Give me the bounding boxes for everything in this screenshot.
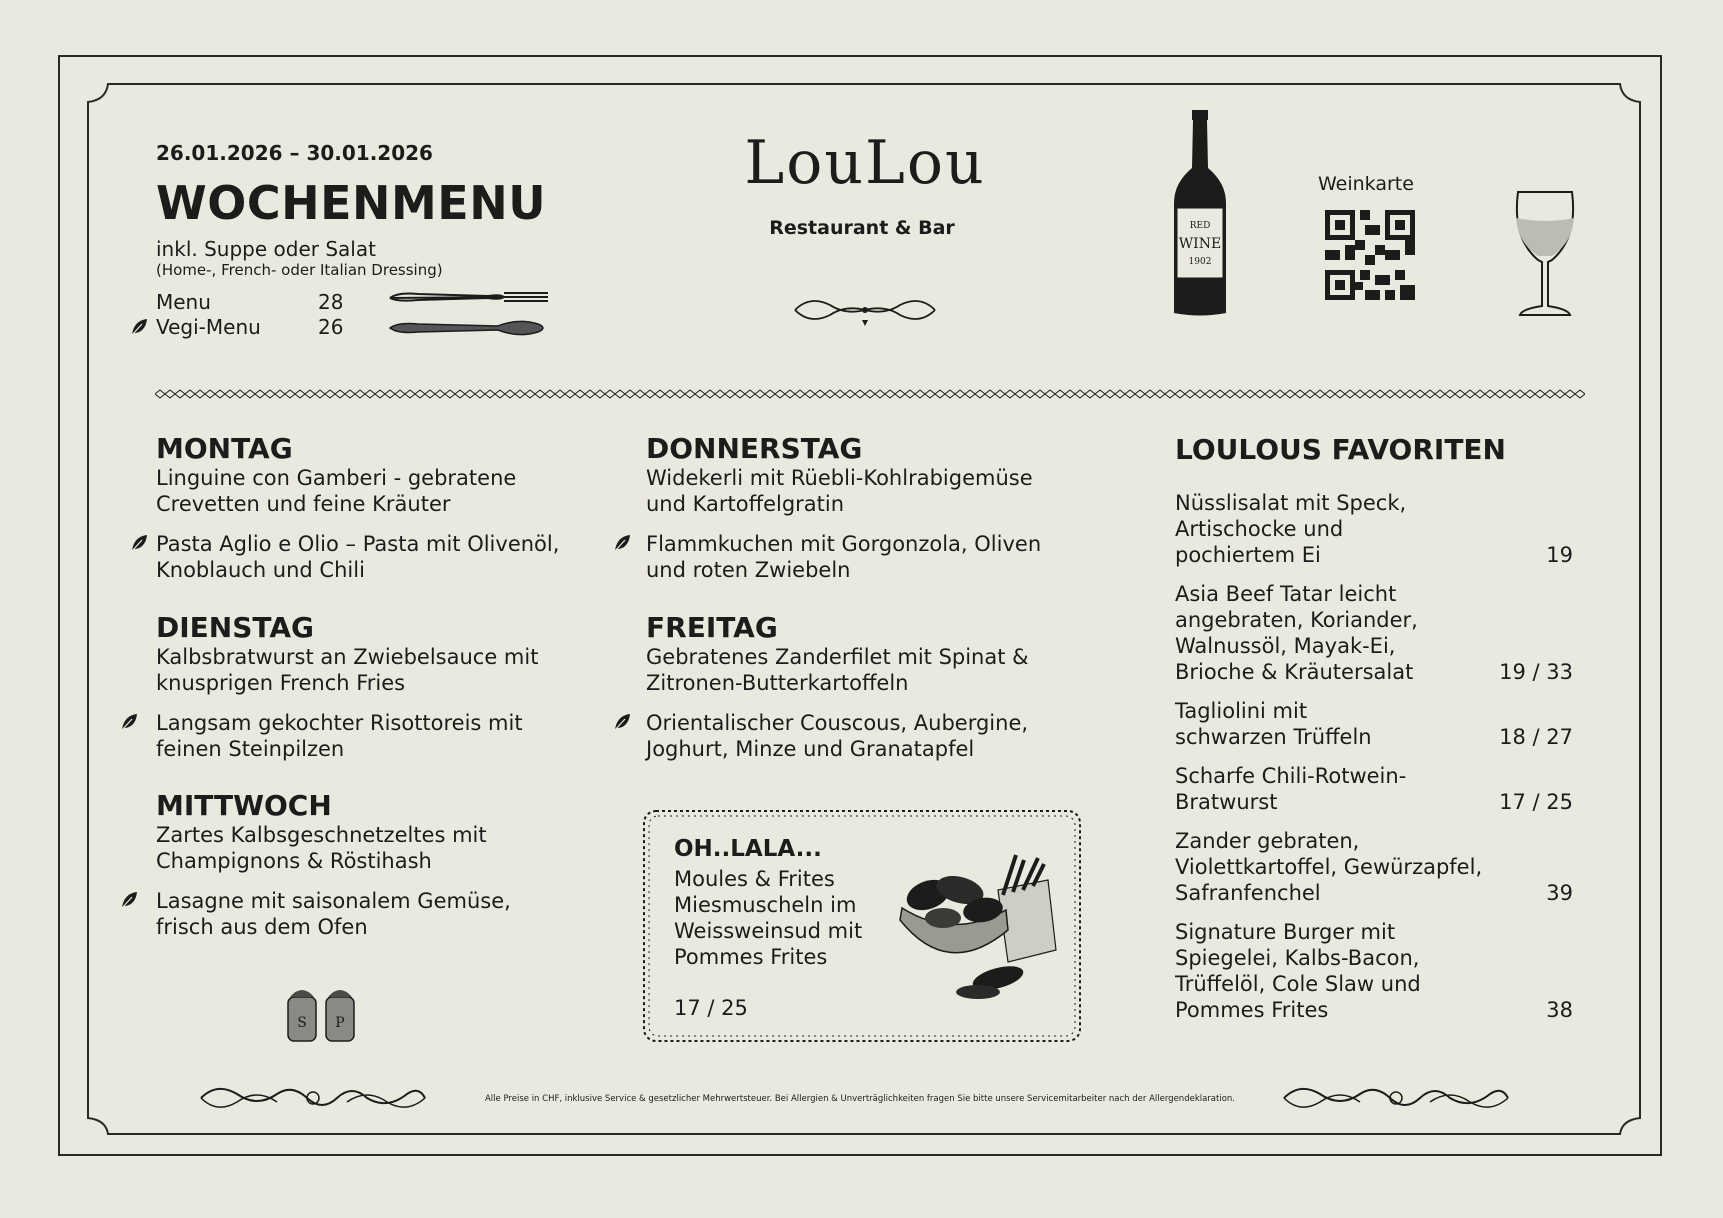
special-line: Moules & Frites xyxy=(674,867,835,891)
favorite-item xyxy=(1175,581,1573,685)
favorite-line: Nüsslisalat mit Speck, xyxy=(1175,491,1407,515)
dish-line: Langsam gekochter Risottoreis mit xyxy=(156,711,523,735)
favorite-line: schwarzen Trüffeln xyxy=(1175,725,1372,749)
favorite-price: 19 / 33 xyxy=(1499,660,1573,684)
day-title-mittwoch: MITTWOCH xyxy=(156,789,332,822)
dish-donnerstag-2 xyxy=(646,531,1041,583)
vegi-menu-price: 26 xyxy=(318,315,344,339)
favorite-line: Trüffelöl, Cole Slaw und xyxy=(1175,972,1421,996)
dish-line: knusprigen French Fries xyxy=(156,671,406,695)
dish-line: und roten Zwiebeln xyxy=(646,558,851,582)
dish-line: Champignons & Röstihash xyxy=(156,849,432,873)
favorite-line: Safranfenchel xyxy=(1175,881,1321,905)
special-line: Pommes Frites xyxy=(674,945,828,969)
favorite-line: Brioche & Kräutersalat xyxy=(1175,660,1414,684)
wine-bottle-icon xyxy=(1172,108,1228,318)
favorite-price: 18 / 27 xyxy=(1499,725,1573,749)
bottle-label-line-3: 1902 xyxy=(1188,257,1212,267)
menu-price: 28 xyxy=(318,290,344,314)
favorite-line: Artischocke und xyxy=(1175,517,1344,541)
dish-line: frisch aus dem Ofen xyxy=(156,915,368,939)
favorite-line: Tagliolini mit xyxy=(1175,699,1308,723)
favorite-line: Scharfe Chili-Rotwein- xyxy=(1175,764,1407,788)
dish-line: Lasagne mit saisonalem Gemüse, xyxy=(156,889,511,913)
special-description xyxy=(674,866,862,970)
menu-label: Menu xyxy=(156,290,211,314)
qr-code-icon[interactable] xyxy=(1325,210,1415,300)
favorite-line: Violettkartoffel, Gewürzapfel, xyxy=(1175,855,1483,879)
favorite-line: pochiertem Ei xyxy=(1175,543,1321,567)
vegetarian-leaf-icon xyxy=(120,891,138,909)
dish-line: Orientalischer Couscous, Aubergine, xyxy=(646,711,1029,735)
dish-line: Widekerli mit Rüebli-Kohlrabigemüse xyxy=(646,466,1033,490)
dish-dienstag-1 xyxy=(156,644,538,696)
favorite-line: Signature Burger mit xyxy=(1175,920,1396,944)
favorite-line: Walnussöl, Mayak-Ei, xyxy=(1175,634,1396,658)
favorite-line: Zander gebraten, xyxy=(1175,829,1360,853)
dish-mittwoch-2 xyxy=(156,888,511,940)
favorite-line: Spiegelei, Kalbs-Bacon, xyxy=(1175,946,1420,970)
dish-donnerstag-1 xyxy=(646,465,1033,517)
bottle-label-line-1: RED xyxy=(1189,221,1211,231)
favorite-item xyxy=(1175,828,1573,906)
day-title-freitag: FREITAG xyxy=(646,611,778,644)
dish-montag-2 xyxy=(156,531,559,583)
favorite-item xyxy=(1175,919,1573,1023)
day-title-dienstag: DIENSTAG xyxy=(156,611,314,644)
favorite-line: Pommes Frites xyxy=(1175,998,1329,1022)
page-title: WOCHENMENU xyxy=(156,176,547,230)
salt-label: S xyxy=(297,1015,307,1031)
dish-line: Zitronen-Butterkartoffeln xyxy=(646,671,909,695)
vegetarian-leaf-icon xyxy=(130,534,148,552)
dish-line: feinen Steinpilzen xyxy=(156,737,345,761)
dish-line: Crevetten und feine Kräuter xyxy=(156,492,451,516)
footer-ornament-left-icon xyxy=(197,1080,429,1116)
day-title-montag: MONTAG xyxy=(156,432,293,465)
dish-line: Linguine con Gamberi - gebratene xyxy=(156,466,517,490)
section-divider xyxy=(155,388,1585,400)
logo-name: LouLou xyxy=(744,128,986,198)
wine-list-label: Weinkarte xyxy=(1318,173,1414,195)
fork-and-spoon-icon xyxy=(388,288,548,344)
footer-ornament-right-icon xyxy=(1280,1080,1512,1116)
footer-note: Alle Preise in CHF, inklusive Service & gesetzlicher Mehrwertsteuer. Bei Allergien & Unverträglichkeiten fragen Sie bitte unsere Servicemitarbeiter nach der Allergendeklaration. xyxy=(484,1094,1235,1104)
favorite-price: 17 / 25 xyxy=(1499,790,1573,814)
favorite-line: Bratwurst xyxy=(1175,790,1278,814)
dish-line: Gebratenes Zanderfilet mit Spinat & xyxy=(646,645,1029,669)
mussels-and-fries-icon xyxy=(898,850,1058,1000)
dish-line: Knoblauch und Chili xyxy=(156,558,365,582)
dish-freitag-2 xyxy=(646,710,1028,762)
favorite-item xyxy=(1175,698,1573,750)
dish-line: Zartes Kalbsgeschnetzeltes mit xyxy=(156,823,487,847)
day-title-donnerstag: DONNERSTAG xyxy=(646,432,863,465)
favorites-title: LOULOUS FAVORITEN xyxy=(1175,433,1506,466)
favorite-item xyxy=(1175,490,1573,568)
special-line: Miesmuscheln im xyxy=(674,893,857,917)
dressing-note: (Home-, French- oder Italian Dressing) xyxy=(156,261,443,279)
vegetarian-leaf-icon xyxy=(613,534,631,552)
restaurant-logo xyxy=(730,128,1000,198)
date-range: 26.01.2026 – 30.01.2026 xyxy=(156,141,433,165)
pepper-label: P xyxy=(335,1015,345,1031)
dish-mittwoch-1 xyxy=(156,822,487,874)
vegetarian-leaf-icon xyxy=(130,318,148,336)
dish-line: Joghurt, Minze und Granatapfel xyxy=(646,737,975,761)
favorite-price: 38 xyxy=(1546,998,1573,1022)
favorite-item xyxy=(1175,763,1573,815)
vegetarian-leaf-icon xyxy=(120,713,138,731)
favorite-line: Asia Beef Tatar leicht xyxy=(1175,582,1397,606)
dish-dienstag-2 xyxy=(156,710,523,762)
dish-montag-1 xyxy=(156,465,516,517)
special-price: 17 / 25 xyxy=(674,996,748,1020)
special-line: Weissweinsud mit xyxy=(674,919,863,943)
wine-glass-icon xyxy=(1512,188,1578,320)
logo-subtitle: Restaurant & Bar xyxy=(769,217,955,239)
dish-line: und Kartoffelgratin xyxy=(646,492,845,516)
salt-and-pepper-icon xyxy=(284,983,358,1043)
dish-line: Kalbsbratwurst an Zwiebelsauce mit xyxy=(156,645,539,669)
vegetarian-leaf-icon xyxy=(613,713,631,731)
included-note: inkl. Suppe oder Salat xyxy=(156,237,376,261)
favorite-price: 39 xyxy=(1546,881,1573,905)
favorite-line: angebraten, Koriander, xyxy=(1175,608,1418,632)
favorite-price: 19 xyxy=(1546,543,1573,567)
vegi-menu-label: Vegi-Menu xyxy=(156,315,261,339)
special-title: OH..LALA... xyxy=(674,836,822,862)
dish-freitag-1 xyxy=(646,644,1029,696)
bottle-label-line-2: WINE xyxy=(1178,236,1222,252)
dish-line: Pasta Aglio e Olio – Pasta mit Olivenöl, xyxy=(156,532,560,556)
dish-line: Flammkuchen mit Gorgonzola, Oliven xyxy=(646,532,1042,556)
ornament-icon xyxy=(790,290,940,330)
